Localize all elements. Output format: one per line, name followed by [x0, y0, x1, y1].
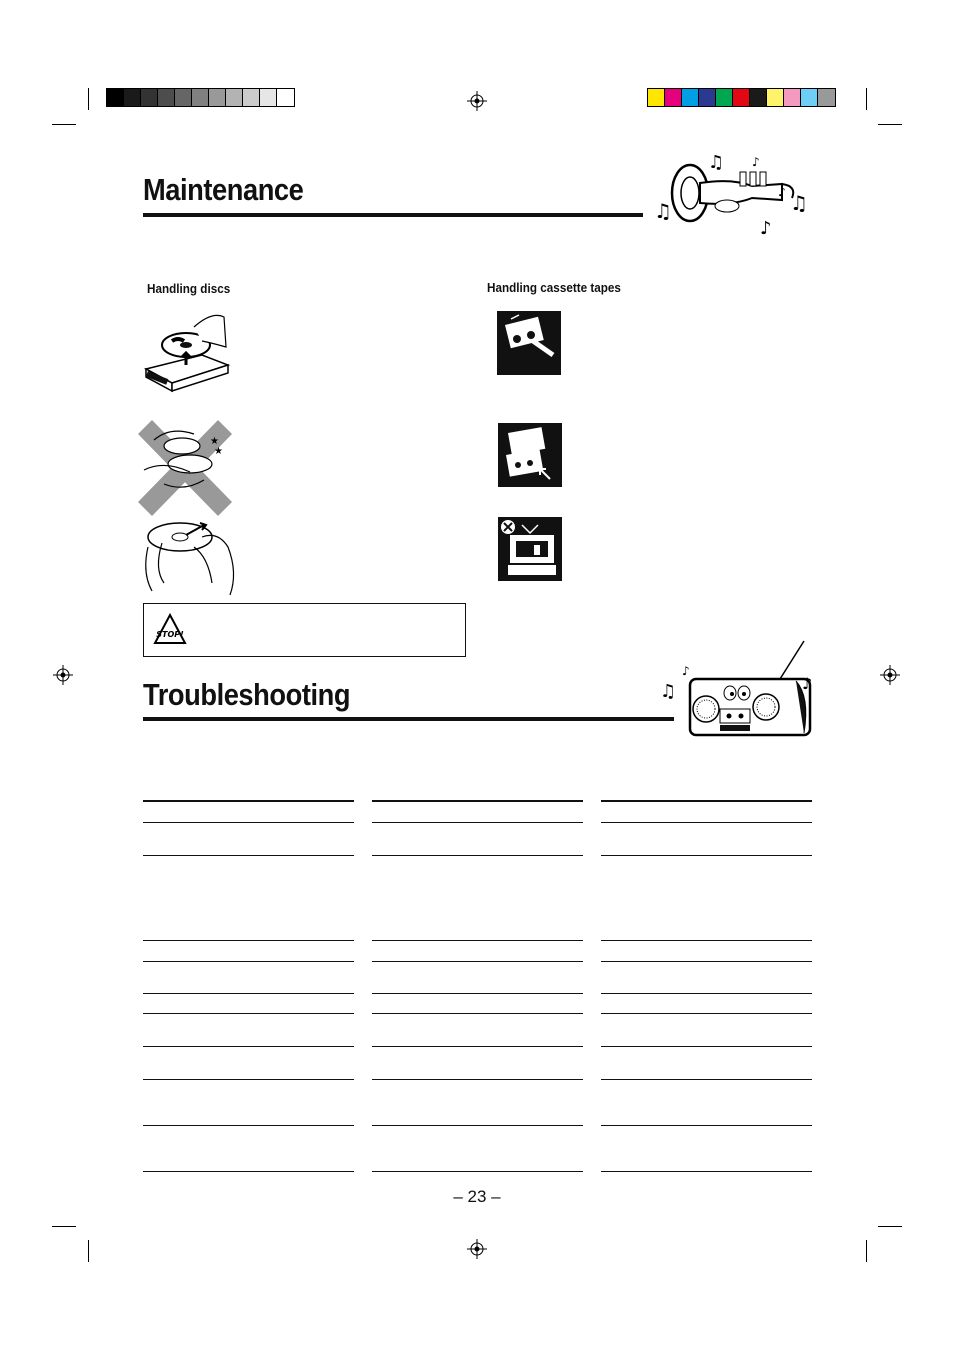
svg-text:★: ★ — [214, 446, 223, 457]
color-swatch — [682, 89, 699, 106]
table-row-rule — [372, 822, 583, 823]
color-swatch — [141, 89, 158, 106]
registration-mark-icon — [467, 91, 487, 111]
color-swatch — [260, 89, 277, 106]
crop-mark — [52, 124, 76, 125]
color-swatch — [818, 89, 835, 106]
maintenance-title: Maintenance — [143, 172, 304, 207]
color-swatch — [699, 89, 716, 106]
table-row-rule — [143, 1079, 354, 1080]
crop-mark — [878, 124, 902, 125]
svg-text:♫: ♫ — [708, 152, 725, 173]
registration-mark-icon — [53, 665, 73, 685]
table-row-rule — [601, 1013, 812, 1014]
page-number: – 23 – — [453, 1187, 501, 1206]
troubleshooting-title: Troubleshooting — [143, 677, 351, 712]
color-swatch — [107, 89, 124, 106]
boombox-illustration-icon — [660, 637, 816, 743]
table-row-rule — [601, 855, 812, 856]
color-swatch — [192, 89, 209, 106]
crop-mark — [866, 1240, 867, 1262]
table-row-rule — [372, 993, 583, 994]
color-swatch — [277, 89, 294, 106]
table-row-rule — [143, 1171, 354, 1172]
disc-wrong-handling-illustration-icon — [134, 420, 234, 518]
crop-mark — [88, 88, 89, 110]
table-row-rule — [601, 1079, 812, 1080]
table-row-rule — [372, 855, 583, 856]
table-row-rule — [143, 961, 354, 962]
table-row-rule — [601, 961, 812, 962]
color-swatch — [801, 89, 818, 106]
table-row-rule — [372, 1013, 583, 1014]
registration-mark-icon — [880, 665, 900, 685]
svg-text:★: ★ — [210, 436, 219, 447]
table-row-rule — [372, 800, 583, 802]
table-row-rule — [143, 993, 354, 994]
table-row-rule — [143, 1013, 354, 1014]
svg-text:♪: ♪ — [760, 218, 772, 236]
color-swatch — [750, 89, 767, 106]
crop-mark — [52, 1226, 76, 1227]
table-row-rule — [143, 855, 354, 856]
color-swatch — [124, 89, 141, 106]
table-row-rule — [372, 1046, 583, 1047]
table-row-rule — [601, 1171, 812, 1172]
color-swatch — [175, 89, 192, 106]
crop-mark — [866, 88, 867, 110]
table-row-rule — [143, 822, 354, 823]
table-row-rule — [601, 1046, 812, 1047]
handling-discs-heading: Handling discs — [147, 281, 231, 296]
maintenance-rule — [143, 213, 643, 217]
svg-text:♪: ♪ — [802, 674, 813, 693]
table-row-rule — [372, 940, 583, 941]
table-row-rule — [601, 1125, 812, 1126]
color-swatch — [226, 89, 243, 106]
color-swatch — [767, 89, 784, 106]
cassette-tape-slack-icon — [497, 311, 561, 375]
grayscale-bar — [106, 88, 295, 107]
troubleshooting-rule — [143, 717, 674, 721]
svg-text:♪: ♪ — [752, 155, 760, 169]
table-row-rule — [601, 822, 812, 823]
color-swatch — [158, 89, 175, 106]
table-row-rule — [372, 1171, 583, 1172]
trumpet-illustration-icon — [652, 148, 812, 236]
color-swatch — [784, 89, 801, 106]
svg-text:♫: ♫ — [654, 199, 672, 223]
table-row-rule — [372, 1079, 583, 1080]
table-row-rule — [601, 800, 812, 802]
cassette-tape-storage-icon — [498, 423, 562, 487]
svg-text:♪: ♪ — [778, 185, 786, 199]
stop-warning-icon — [153, 613, 187, 645]
color-swatch — [648, 89, 665, 106]
handling-tapes-heading: Handling cassette tapes — [487, 280, 621, 295]
disc-cleaning-illustration-icon — [142, 513, 240, 599]
disc-tray-illustration-icon — [142, 307, 232, 395]
table-row-rule — [372, 1125, 583, 1126]
stop-icon-label: STOP! — [156, 630, 184, 639]
table-row-rule — [143, 1046, 354, 1047]
crop-mark — [88, 1240, 89, 1262]
crop-mark — [878, 1226, 902, 1227]
svg-text:♫: ♫ — [790, 191, 808, 215]
table-row-rule — [143, 940, 354, 941]
svg-text:♪: ♪ — [682, 664, 690, 678]
registration-mark-icon — [467, 1239, 487, 1259]
color-swatch — [733, 89, 750, 106]
table-row-rule — [143, 1125, 354, 1126]
svg-text:♫: ♫ — [660, 681, 677, 702]
caution-box — [143, 603, 466, 657]
table-row-rule — [601, 993, 812, 994]
color-swatch — [665, 89, 682, 106]
cassette-tape-heat-warning-icon — [498, 517, 562, 581]
color-swatch — [716, 89, 733, 106]
color-swatch — [209, 89, 226, 106]
table-row-rule — [143, 800, 354, 802]
table-row-rule — [601, 940, 812, 941]
color-bar — [647, 88, 836, 107]
table-row-rule — [372, 961, 583, 962]
color-swatch — [243, 89, 260, 106]
